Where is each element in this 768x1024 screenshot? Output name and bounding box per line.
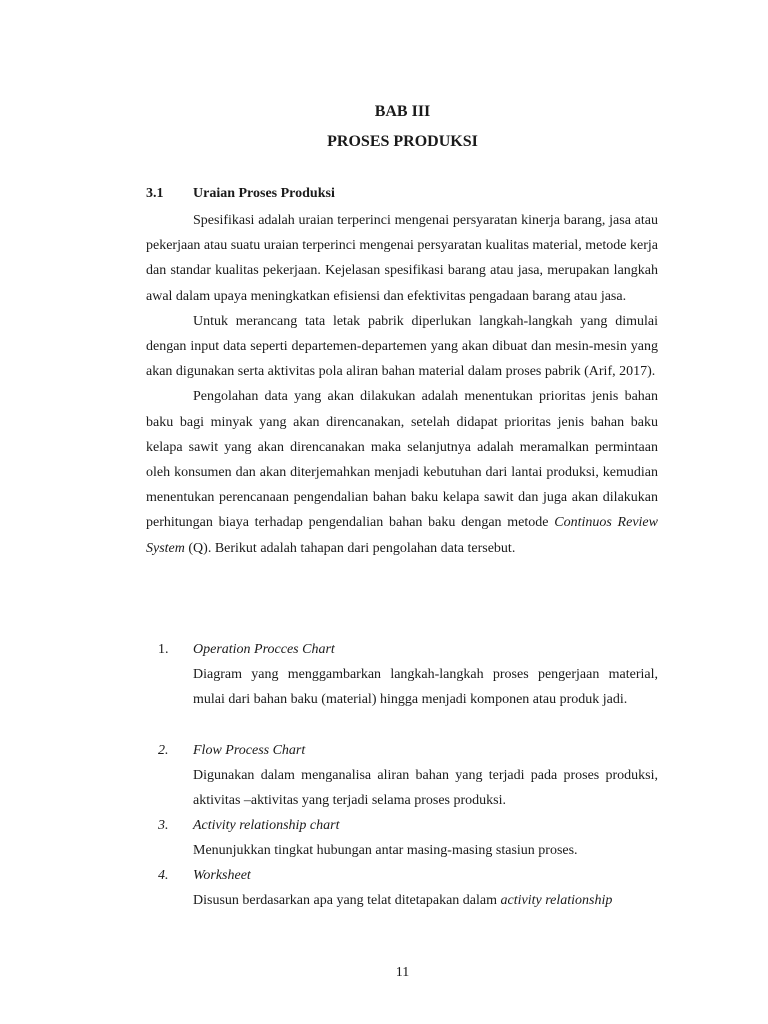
paragraph-3-text: Pengolahan data yang akan dilakukan adalah menentukan prioritas jenis bahan baku bagi minyak yang akan direncanakan, setelah didapat prioritas jenis bahan baku kelapa sawit yang akan direncanakan maka selanjutnya adalah meramalkan permintaan oleh konsumen dan akan diterjemahkan menjadi kebutuhan dari lantai produksi, kemudian menentukan perencanaan pengendalian bahan baku kelapa sawit dan juga akan dilakukan perhitungan biaya terhadap pengendalian bahan baku dengan metode: [146, 389, 658, 531]
list-number: 1.: [158, 642, 169, 657]
list-number: 4.: [158, 868, 169, 883]
chapter-subtitle: PROSES PRODUKSI: [327, 133, 478, 150]
list-title: Flow Process Chart: [193, 743, 306, 758]
page-number: 11: [395, 965, 410, 980]
paragraph-3-method: Continuos Review System: [146, 515, 658, 556]
section-number: 3.1: [146, 186, 164, 201]
paragraph-2: Untuk merancang tata letak pabrik diperlukan langkah-langkah yang dimulai dengan input data seperti departemen-departemen yang akan dibuat dan mesin-mesin yang akan digunakan serta aktivitas pola aliran bahan material dalam proses pabrik (Arif, 2017).: [146, 313, 658, 380]
section-title: Uraian Proses Produksi: [193, 186, 335, 201]
list-description: Menunjukkan tingkat hubungan antar masing-masing stasiun proses.: [193, 843, 578, 858]
list-title: Operation Procces Chart: [193, 642, 335, 657]
paragraph-1: Spesifikasi adalah uraian terperinci mengenai persyaratan kinerja barang, jasa atau pekerjaan atau suatu uraian terperinci mengenai persyaratan kualitas material, metode kerja dan standar kualitas pekerjaan. Kejelasan spesifikasi barang atau jasa, merupakan langkah awal dalam upaya meningkatkan efisiensi dan efektivitas pengadaan barang atau jasa.: [146, 213, 658, 304]
list-description: [193, 888, 658, 913]
paragraph-3-tail: (Q). Berikut adalah tahapan dari pengolahan data tersebut.: [184, 540, 516, 556]
chapter-title: BAB III: [374, 103, 431, 120]
section-heading: [146, 186, 335, 202]
list-title: Activity relationship chart: [193, 818, 340, 833]
list-description-italic: activity relationship: [500, 893, 613, 908]
paragraph-3: [146, 384, 658, 560]
list-number: 3.: [158, 818, 169, 833]
body-paragraphs: [146, 208, 658, 561]
list-title: Worksheet: [193, 868, 251, 883]
list-description-text: Disusun berdasarkan apa yang telat ditetapakan dalam: [193, 893, 501, 908]
list-description: Diagram yang menggambarkan langkah-langkah proses pengerjaan material, mulai dari bahan baku (material) hingga menjadi komponen atau produk jadi.: [193, 667, 658, 708]
list-description: Digunakan dalam menganalisa aliran bahan yang terjadi pada proses produksi, aktivitas –aktivitas yang terjadi selama proses produksi.: [193, 768, 658, 809]
list-number: 2.: [158, 743, 169, 758]
